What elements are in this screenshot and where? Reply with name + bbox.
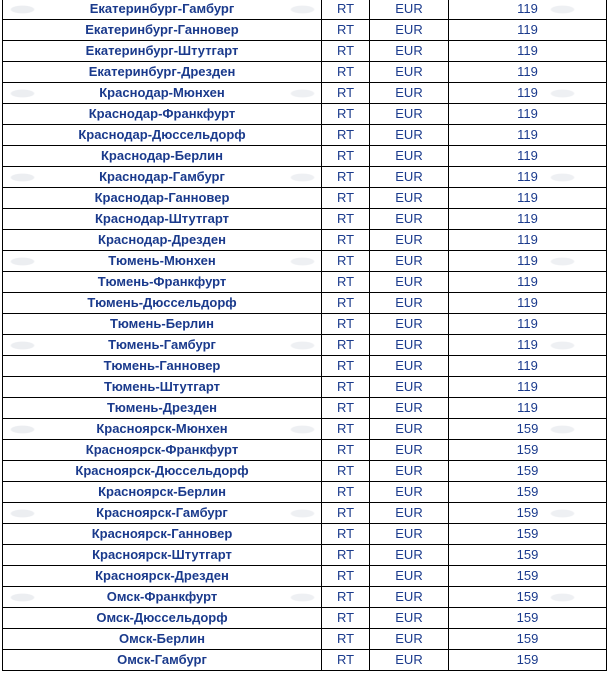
fare-type-cell: RT xyxy=(322,167,370,188)
price-cell: 119 xyxy=(449,356,607,377)
price-cell: 119 xyxy=(449,335,607,356)
route-cell: Екатеринбург-Ганновер xyxy=(3,20,322,41)
price-cell: 159 xyxy=(449,608,607,629)
price-cell: 119 xyxy=(449,20,607,41)
route-cell: Краснодар-Дюссельдорф xyxy=(3,125,322,146)
route-cell: Красноярск-Штутгарт xyxy=(3,545,322,566)
table-row xyxy=(3,104,607,125)
route-cell: Омск-Дюссельдорф xyxy=(3,608,322,629)
table-row xyxy=(3,419,607,440)
price-cell: 159 xyxy=(449,545,607,566)
currency-cell: EUR xyxy=(370,356,449,377)
table-row xyxy=(3,545,607,566)
route-cell: Красноярск-Франкфурт xyxy=(3,440,322,461)
price-cell: 119 xyxy=(449,188,607,209)
route-cell: Екатеринбург-Штутгарт xyxy=(3,41,322,62)
route-cell: Краснодар-Франкфурт xyxy=(3,104,322,125)
table-row xyxy=(3,482,607,503)
table-row xyxy=(3,461,607,482)
table-row xyxy=(3,62,607,83)
price-cell: 119 xyxy=(449,230,607,251)
currency-cell: EUR xyxy=(370,293,449,314)
currency-cell: EUR xyxy=(370,167,449,188)
fares-table xyxy=(2,0,607,671)
table-row xyxy=(3,503,607,524)
table-row xyxy=(3,356,607,377)
fare-type-cell: RT xyxy=(322,293,370,314)
currency-cell: EUR xyxy=(370,524,449,545)
currency-cell: EUR xyxy=(370,62,449,83)
currency-cell: EUR xyxy=(370,650,449,671)
price-cell: 119 xyxy=(449,377,607,398)
table-row xyxy=(3,440,607,461)
route-cell: Тюмень-Франкфурт xyxy=(3,272,322,293)
currency-cell: EUR xyxy=(370,251,449,272)
currency-cell: EUR xyxy=(370,398,449,419)
route-cell: Краснодар-Дрезден xyxy=(3,230,322,251)
currency-cell: EUR xyxy=(370,608,449,629)
table-row xyxy=(3,20,607,41)
fare-type-cell: RT xyxy=(322,503,370,524)
route-cell: Тюмень-Гамбург xyxy=(3,335,322,356)
table-row xyxy=(3,335,607,356)
route-cell: Краснодар-Мюнхен xyxy=(3,83,322,104)
route-cell: Красноярск-Дюссельдорф xyxy=(3,461,322,482)
fare-type-cell: RT xyxy=(322,230,370,251)
price-cell: 159 xyxy=(449,650,607,671)
table-row xyxy=(3,566,607,587)
table-row xyxy=(3,251,607,272)
currency-cell: EUR xyxy=(370,314,449,335)
currency-cell: EUR xyxy=(370,566,449,587)
price-cell: 119 xyxy=(449,398,607,419)
currency-cell: EUR xyxy=(370,230,449,251)
route-cell: Тюмень-Дюссельдорф xyxy=(3,293,322,314)
fare-type-cell: RT xyxy=(322,83,370,104)
table-row xyxy=(3,629,607,650)
route-cell: Екатеринбург-Дрезден xyxy=(3,62,322,83)
fare-type-cell: RT xyxy=(322,41,370,62)
price-cell: 159 xyxy=(449,461,607,482)
route-cell: Екатеринбург-Гамбург xyxy=(3,0,322,20)
currency-cell: EUR xyxy=(370,629,449,650)
fare-type-cell: RT xyxy=(322,188,370,209)
route-cell: Красноярск-Мюнхен xyxy=(3,419,322,440)
fare-type-cell: RT xyxy=(322,587,370,608)
fare-type-cell: RT xyxy=(322,650,370,671)
table-row xyxy=(3,398,607,419)
fare-type-cell: RT xyxy=(322,419,370,440)
fare-type-cell: RT xyxy=(322,125,370,146)
route-cell: Тюмень-Дрезден xyxy=(3,398,322,419)
route-cell: Тюмень-Ганновер xyxy=(3,356,322,377)
route-cell: Омск-Франкфурт xyxy=(3,587,322,608)
fare-type-cell: RT xyxy=(322,104,370,125)
currency-cell: EUR xyxy=(370,335,449,356)
price-cell: 159 xyxy=(449,587,607,608)
table-row xyxy=(3,41,607,62)
price-cell: 119 xyxy=(449,293,607,314)
route-cell: Тюмень-Мюнхен xyxy=(3,251,322,272)
route-cell: Красноярск-Дрезден xyxy=(3,566,322,587)
table-row xyxy=(3,293,607,314)
price-cell: 159 xyxy=(449,629,607,650)
price-cell: 119 xyxy=(449,251,607,272)
fare-type-cell: RT xyxy=(322,629,370,650)
currency-cell: EUR xyxy=(370,125,449,146)
fare-type-cell: RT xyxy=(322,146,370,167)
price-cell: 119 xyxy=(449,272,607,293)
table-row xyxy=(3,314,607,335)
route-cell: Краснодар-Гамбург xyxy=(3,167,322,188)
fare-type-cell: RT xyxy=(322,251,370,272)
price-cell: 119 xyxy=(449,0,607,20)
table-row xyxy=(3,0,607,20)
currency-cell: EUR xyxy=(370,545,449,566)
currency-cell: EUR xyxy=(370,272,449,293)
currency-cell: EUR xyxy=(370,440,449,461)
route-cell: Тюмень-Штутгарт xyxy=(3,377,322,398)
currency-cell: EUR xyxy=(370,188,449,209)
currency-cell: EUR xyxy=(370,461,449,482)
fare-type-cell: RT xyxy=(322,608,370,629)
currency-cell: EUR xyxy=(370,83,449,104)
route-cell: Тюмень-Берлин xyxy=(3,314,322,335)
fare-type-cell: RT xyxy=(322,0,370,20)
fare-type-cell: RT xyxy=(322,440,370,461)
currency-cell: EUR xyxy=(370,587,449,608)
fare-type-cell: RT xyxy=(322,377,370,398)
fare-type-cell: RT xyxy=(322,524,370,545)
fare-type-cell: RT xyxy=(322,209,370,230)
price-cell: 119 xyxy=(449,125,607,146)
price-cell: 119 xyxy=(449,104,607,125)
fare-type-cell: RT xyxy=(322,356,370,377)
table-row xyxy=(3,146,607,167)
price-cell: 119 xyxy=(449,41,607,62)
price-cell: 159 xyxy=(449,419,607,440)
currency-cell: EUR xyxy=(370,20,449,41)
price-cell: 159 xyxy=(449,482,607,503)
fare-type-cell: RT xyxy=(322,545,370,566)
price-cell: 159 xyxy=(449,440,607,461)
fare-type-cell: RT xyxy=(322,314,370,335)
fare-type-cell: RT xyxy=(322,20,370,41)
fare-type-cell: RT xyxy=(322,335,370,356)
price-cell: 119 xyxy=(449,62,607,83)
currency-cell: EUR xyxy=(370,419,449,440)
currency-cell: EUR xyxy=(370,482,449,503)
price-cell: 159 xyxy=(449,503,607,524)
fares-table-body xyxy=(3,0,607,671)
table-row xyxy=(3,608,607,629)
currency-cell: EUR xyxy=(370,209,449,230)
table-row xyxy=(3,167,607,188)
price-cell: 119 xyxy=(449,209,607,230)
fare-type-cell: RT xyxy=(322,62,370,83)
table-row xyxy=(3,209,607,230)
currency-cell: EUR xyxy=(370,377,449,398)
currency-cell: EUR xyxy=(370,0,449,20)
currency-cell: EUR xyxy=(370,41,449,62)
fare-type-cell: RT xyxy=(322,461,370,482)
fare-type-cell: RT xyxy=(322,272,370,293)
currency-cell: EUR xyxy=(370,503,449,524)
fare-type-cell: RT xyxy=(322,398,370,419)
fare-type-cell: RT xyxy=(322,566,370,587)
price-cell: 159 xyxy=(449,524,607,545)
table-row xyxy=(3,125,607,146)
table-row xyxy=(3,524,607,545)
route-cell: Омск-Гамбург xyxy=(3,650,322,671)
route-cell: Краснодар-Штутгарт xyxy=(3,209,322,230)
table-row xyxy=(3,230,607,251)
table-row xyxy=(3,272,607,293)
route-cell: Красноярск-Ганновер xyxy=(3,524,322,545)
currency-cell: EUR xyxy=(370,146,449,167)
currency-cell: EUR xyxy=(370,104,449,125)
price-cell: 119 xyxy=(449,314,607,335)
route-cell: Красноярск-Гамбург xyxy=(3,503,322,524)
price-cell: 119 xyxy=(449,146,607,167)
route-cell: Красноярск-Берлин xyxy=(3,482,322,503)
table-row xyxy=(3,188,607,209)
table-row xyxy=(3,587,607,608)
table-row xyxy=(3,377,607,398)
price-cell: 159 xyxy=(449,566,607,587)
route-cell: Краснодар-Берлин xyxy=(3,146,322,167)
table-row xyxy=(3,650,607,671)
table-row xyxy=(3,83,607,104)
route-cell: Омск-Берлин xyxy=(3,629,322,650)
route-cell: Краснодар-Ганновер xyxy=(3,188,322,209)
price-cell: 119 xyxy=(449,83,607,104)
price-cell: 119 xyxy=(449,167,607,188)
fare-type-cell: RT xyxy=(322,482,370,503)
